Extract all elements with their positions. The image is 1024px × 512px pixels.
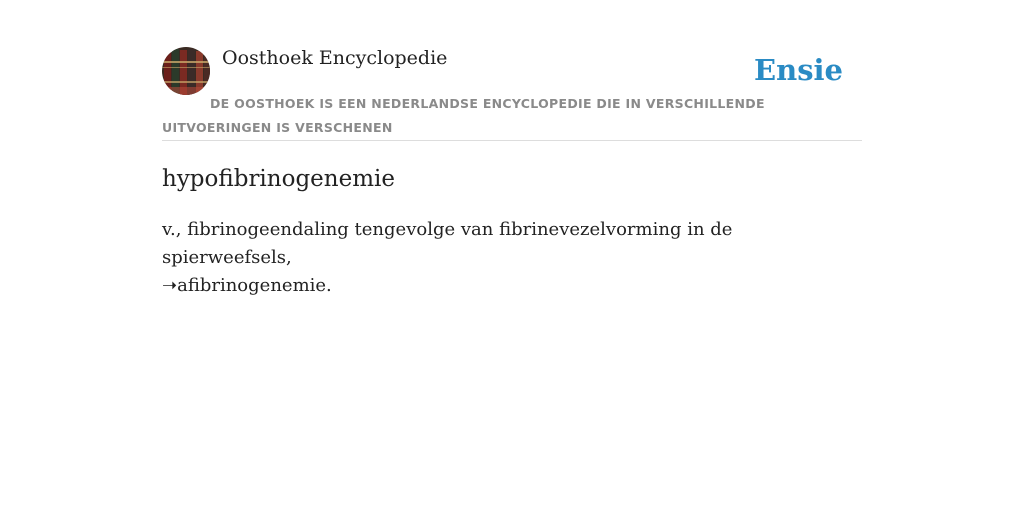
site-tagline: DE OOSTHOEK IS EEN NEDERLANDSE ENCYCLOPEDIE DIE IN VERSCHILLENDE UITVOERINGEN IS VERSCHENEN xyxy=(162,96,765,135)
entry-definition: v., fibrinogeendaling tengevolge van fibrinevezelvorming in de spierweefsels, xyxy=(162,219,733,268)
see-also-arrow-icon: ➝ xyxy=(162,275,178,296)
encyclopedia-books-icon[interactable] xyxy=(162,47,210,95)
entry-title: hypofibrinogenemie xyxy=(162,166,395,192)
site-header xyxy=(162,46,862,141)
site-name[interactable]: Oosthoek Encyclopedie xyxy=(222,47,448,69)
see-also-link[interactable]: afibrinogenemie xyxy=(177,275,327,296)
entry-body xyxy=(162,216,862,300)
entry-trailing: . xyxy=(326,275,332,296)
brand-logo[interactable]: Ensie xyxy=(754,53,843,87)
